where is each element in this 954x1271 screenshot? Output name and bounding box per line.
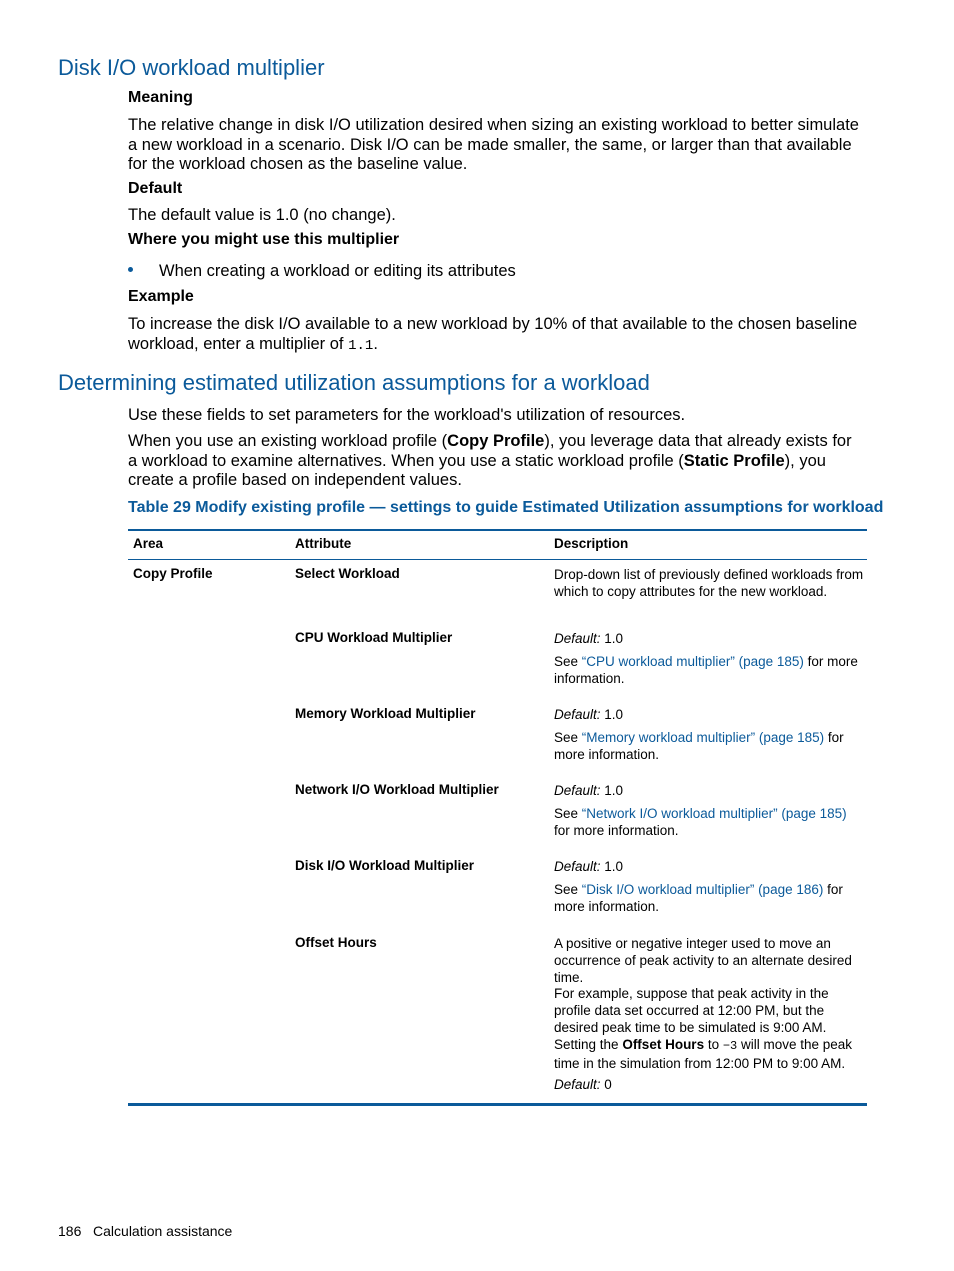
table-row-attribute: CPU Workload Multiplier [295,630,453,645]
default-label: Default [128,180,183,197]
table-row-attribute: Network I/O Workload Multiplier [295,782,499,797]
table-row-default: Default: 1.0 [554,631,624,646]
link-disk-multiplier[interactable]: “Disk I/O workload multiplier” (page 186) [581,882,824,897]
table-row-default: Default: 1.0 [554,707,624,722]
link-cpu-multiplier[interactable]: “CPU workload multiplier” (page 185) [581,654,804,669]
table-row-see: See “CPU workload multiplier” (page 185) for more information. [554,654,858,686]
page-number: 186 [58,1223,82,1239]
table-row-default: Default: 0 [554,1077,612,1092]
link-network-multiplier[interactable]: “Network I/O workload multiplier” (page 185) [581,806,847,821]
table-row-see: See “Network I/O workload multiplier” (page 185) for more information. [554,806,847,838]
table-caption: Table 29 Modify existing profile — settings to guide Estimated Utilization assumptions for workload [128,499,884,516]
chapter-title: Calculation assistance [93,1223,233,1239]
table-row-description-example: For example, suppose that peak activity in the profile data set occurred at 12:00 PM, but the desired peak time to be simulated is 9:00 AM. Setting the Offset Hours to −3 will move the peak time in the simulation from 12:00 PM to 9:00 AM. [554,986,853,1071]
table-row-attribute: Select Workload [295,566,400,581]
table-header-area: Area [133,536,164,551]
table-bottom-rule [128,1103,867,1106]
bullet-item [128,262,516,281]
table-row-default: Default: 1.0 [554,859,624,874]
page-footer [58,1223,232,1239]
table-top-rule [128,529,867,531]
meaning-label: Meaning [128,89,193,106]
table-header-description: Description [554,536,629,551]
section-heading-utilization: Determining estimated utilization assumptions for a workload [58,370,650,395]
table-row-description: A positive or negative integer used to move an occurrence of peak activity to an alternate desired time. [554,936,852,985]
example-code: 1.1 [348,337,374,354]
table-cell-area: Copy Profile [133,566,213,581]
table-row-attribute: Memory Workload Multiplier [295,706,476,721]
utilization-para-1: Use these fields to set parameters for the workload's utilization of resources. [128,406,686,424]
table-row-see: See “Disk I/O workload multiplier” (page 186) for more information. [554,882,843,914]
example-label: Example [128,288,194,305]
table-header-attribute: Attribute [295,536,352,551]
table-row-description: Drop-down list of previously defined workloads from which to copy attributes for the new workload. [554,567,864,599]
table-row-default: Default: 1.0 [554,783,624,798]
where-label: Where you might use this multiplier [128,231,400,248]
section-heading-disk-io: Disk I/O workload multiplier [58,55,325,80]
bullet-dot-icon [128,267,133,272]
link-memory-multiplier[interactable]: “Memory workload multiplier” (page 185) [581,730,825,745]
utilization-para-2: When you use an existing workload profile (Copy Profile), you leverage data that already exists for a workload to examine alternatives. When you use a static workload profile (Static Profile), you create a profile based on independent values. [128,432,852,489]
table-row-attribute: Offset Hours [295,935,377,950]
table-header-rule [128,559,867,560]
bullet-text: When creating a workload or editing its attributes [159,262,516,280]
table-row-attribute: Disk I/O Workload Multiplier [295,858,475,873]
default-text: The default value is 1.0 (no change). [128,206,396,224]
meaning-text: The relative change in disk I/O utilization desired when sizing an existing workload to better simulate a new workload in a scenario. Disk I/O can be made smaller, the same, or larger than that available for the workload chosen as the baseline value. [128,116,859,173]
example-text: To increase the disk I/O available to a new workload by 10% of that available to the chosen baseline workload, enter a multiplier of 1.1. [128,315,858,354]
table-row-see: See “Memory workload multiplier” (page 185) for more information. [554,730,844,762]
